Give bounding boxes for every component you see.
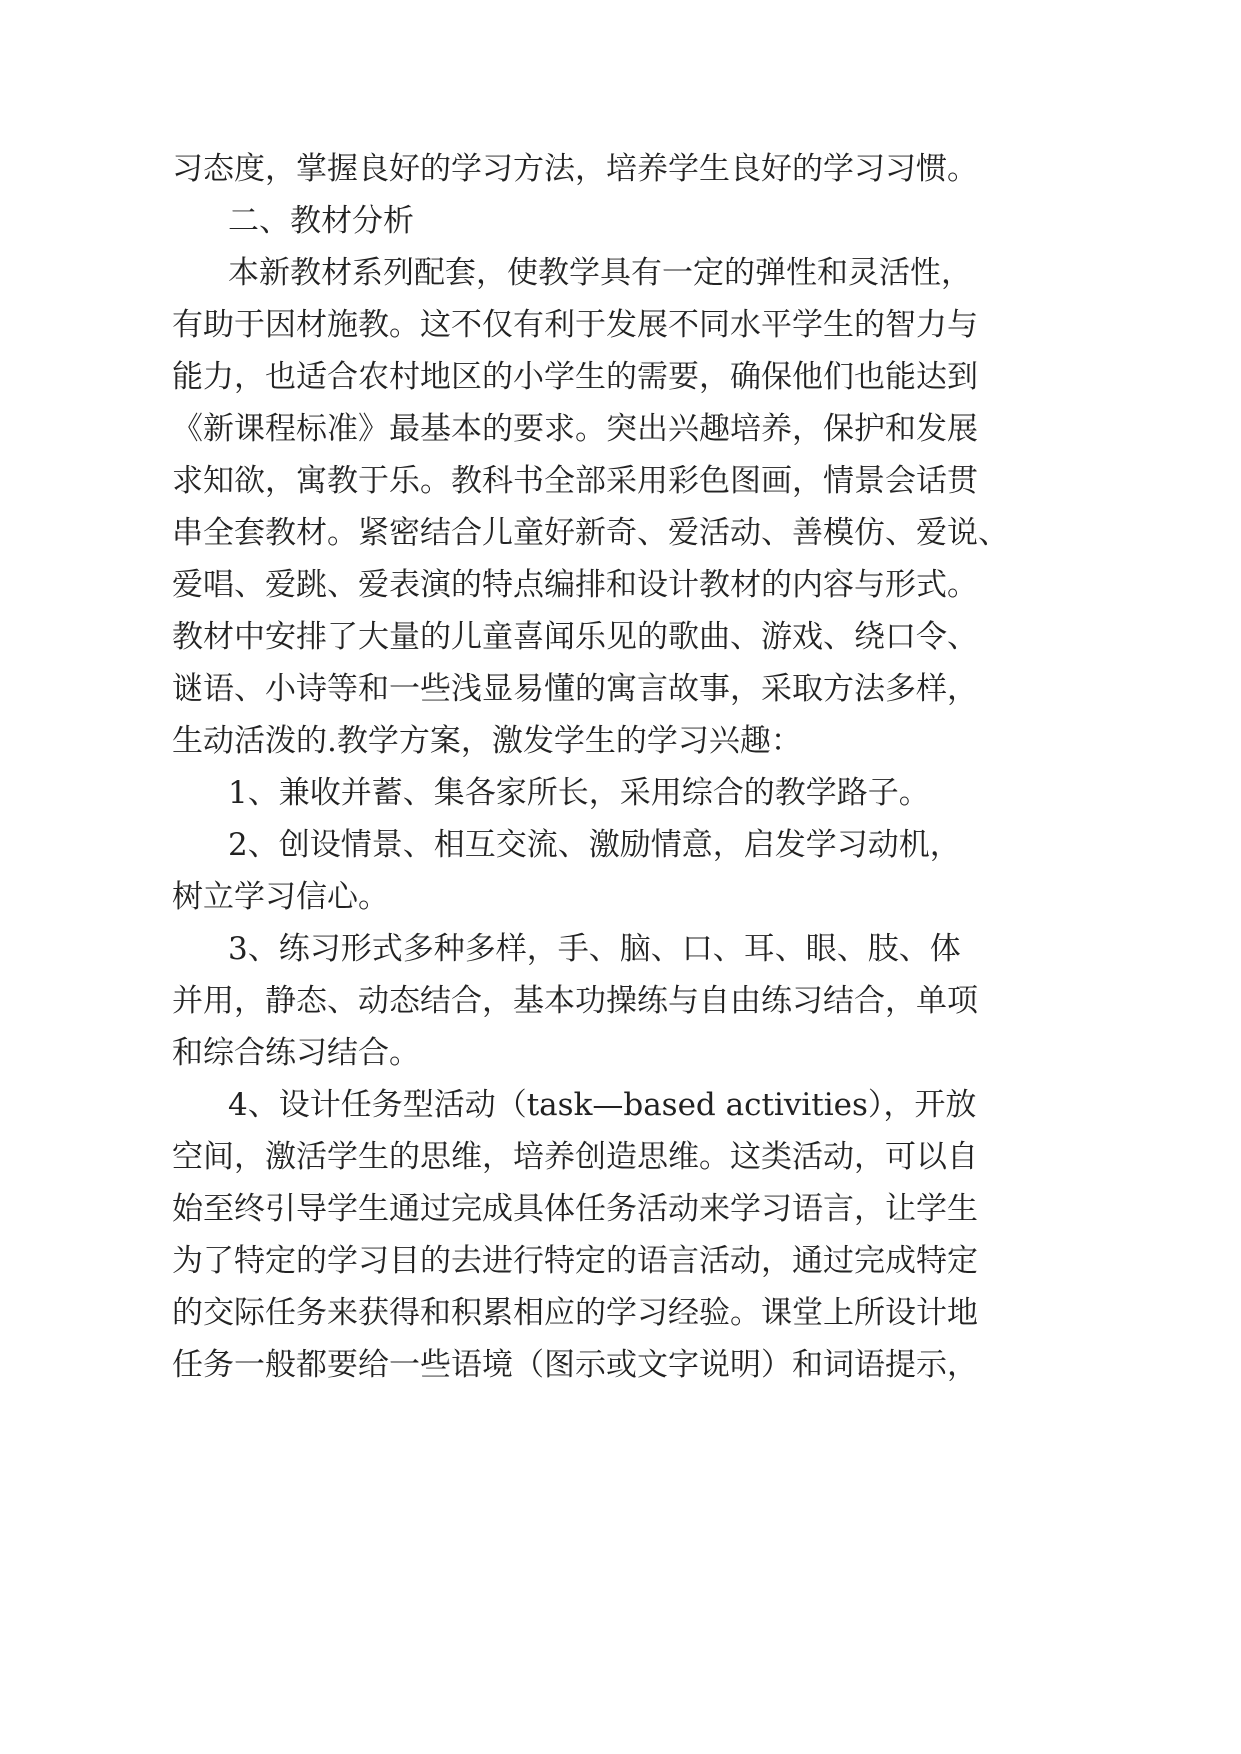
list-item-4-cont-5: 任务一般都要给一些语境（图示或文字说明）和词语提示， — [172, 1347, 978, 1383]
list-item-3-cont-2: 和综合练习结合。 — [172, 1035, 420, 1071]
text-line-11: 谜语、小诗等和一些浅显易懂的寓言故事，采取方法多样， — [172, 671, 978, 707]
list-item-2-cont: 树立学习信心。 — [172, 879, 389, 915]
list-item-4: 4、设计任务型活动（task—based activities），开放 — [228, 1087, 977, 1123]
text-line-9: 爱唱、爱跳、爱表演的特点编排和设计教材的内容与形式。 — [172, 567, 978, 603]
text-line-8: 串全套教材。紧密结合儿童好新奇、爱活动、善模仿、爱说、 — [172, 515, 1009, 551]
list-item-3-cont-1: 并用，静态、动态结合，基本功操练与自由练习结合，单项 — [172, 983, 978, 1019]
text-line-1: 习态度，掌握良好的学习方法，培养学生良好的学习习惯。 — [172, 151, 978, 187]
list-item-4-cont-3: 为了特定的学习目的去进行特定的语言活动，通过完成特定 — [172, 1243, 978, 1279]
text-line-10: 教材中安排了大量的儿童喜闻乐见的歌曲、游戏、绕口令、 — [172, 619, 978, 655]
text-line-5: 能力，也适合农村地区的小学生的需要，确保他们也能达到 — [172, 359, 978, 395]
list-item-4-cont-1: 空间，激活学生的思维，培养创造思维。这类活动，可以自 — [172, 1139, 978, 1175]
text-line-12: 生动活泼的.教学方案，激发学生的学习兴趣： — [172, 723, 802, 759]
list-item-1: 1、兼收并蓄、集各家所长，采用综合的教学路子。 — [228, 775, 930, 811]
text-line-7: 求知欲，寓教于乐。教科书全部采用彩色图画，情景会话贯 — [172, 463, 978, 499]
text-line-3: 本新教材系列配套，使教学具有一定的弹性和灵活性， — [228, 255, 972, 291]
text-line-4: 有助于因材施教。这不仅有利于发展不同水平学生的智力与 — [172, 307, 978, 343]
list-item-4-cont-2: 始至终引导学生通过完成具体任务活动来学习语言，让学生 — [172, 1191, 978, 1227]
list-item-4-cont-4: 的交际任务来获得和积累相应的学习经验。课堂上所设计地 — [172, 1295, 978, 1331]
list-item-2: 2、创设情景、相互交流、激励情意，启发学习动机， — [228, 827, 961, 863]
text-line-6: 《新课程标准》最基本的要求。突出兴趣培养，保护和发展 — [172, 411, 978, 447]
section-heading: 二、教材分析 — [228, 203, 414, 239]
list-item-3: 3、练习形式多种多样，手、脑、口、耳、眼、肢、体 — [228, 931, 961, 967]
